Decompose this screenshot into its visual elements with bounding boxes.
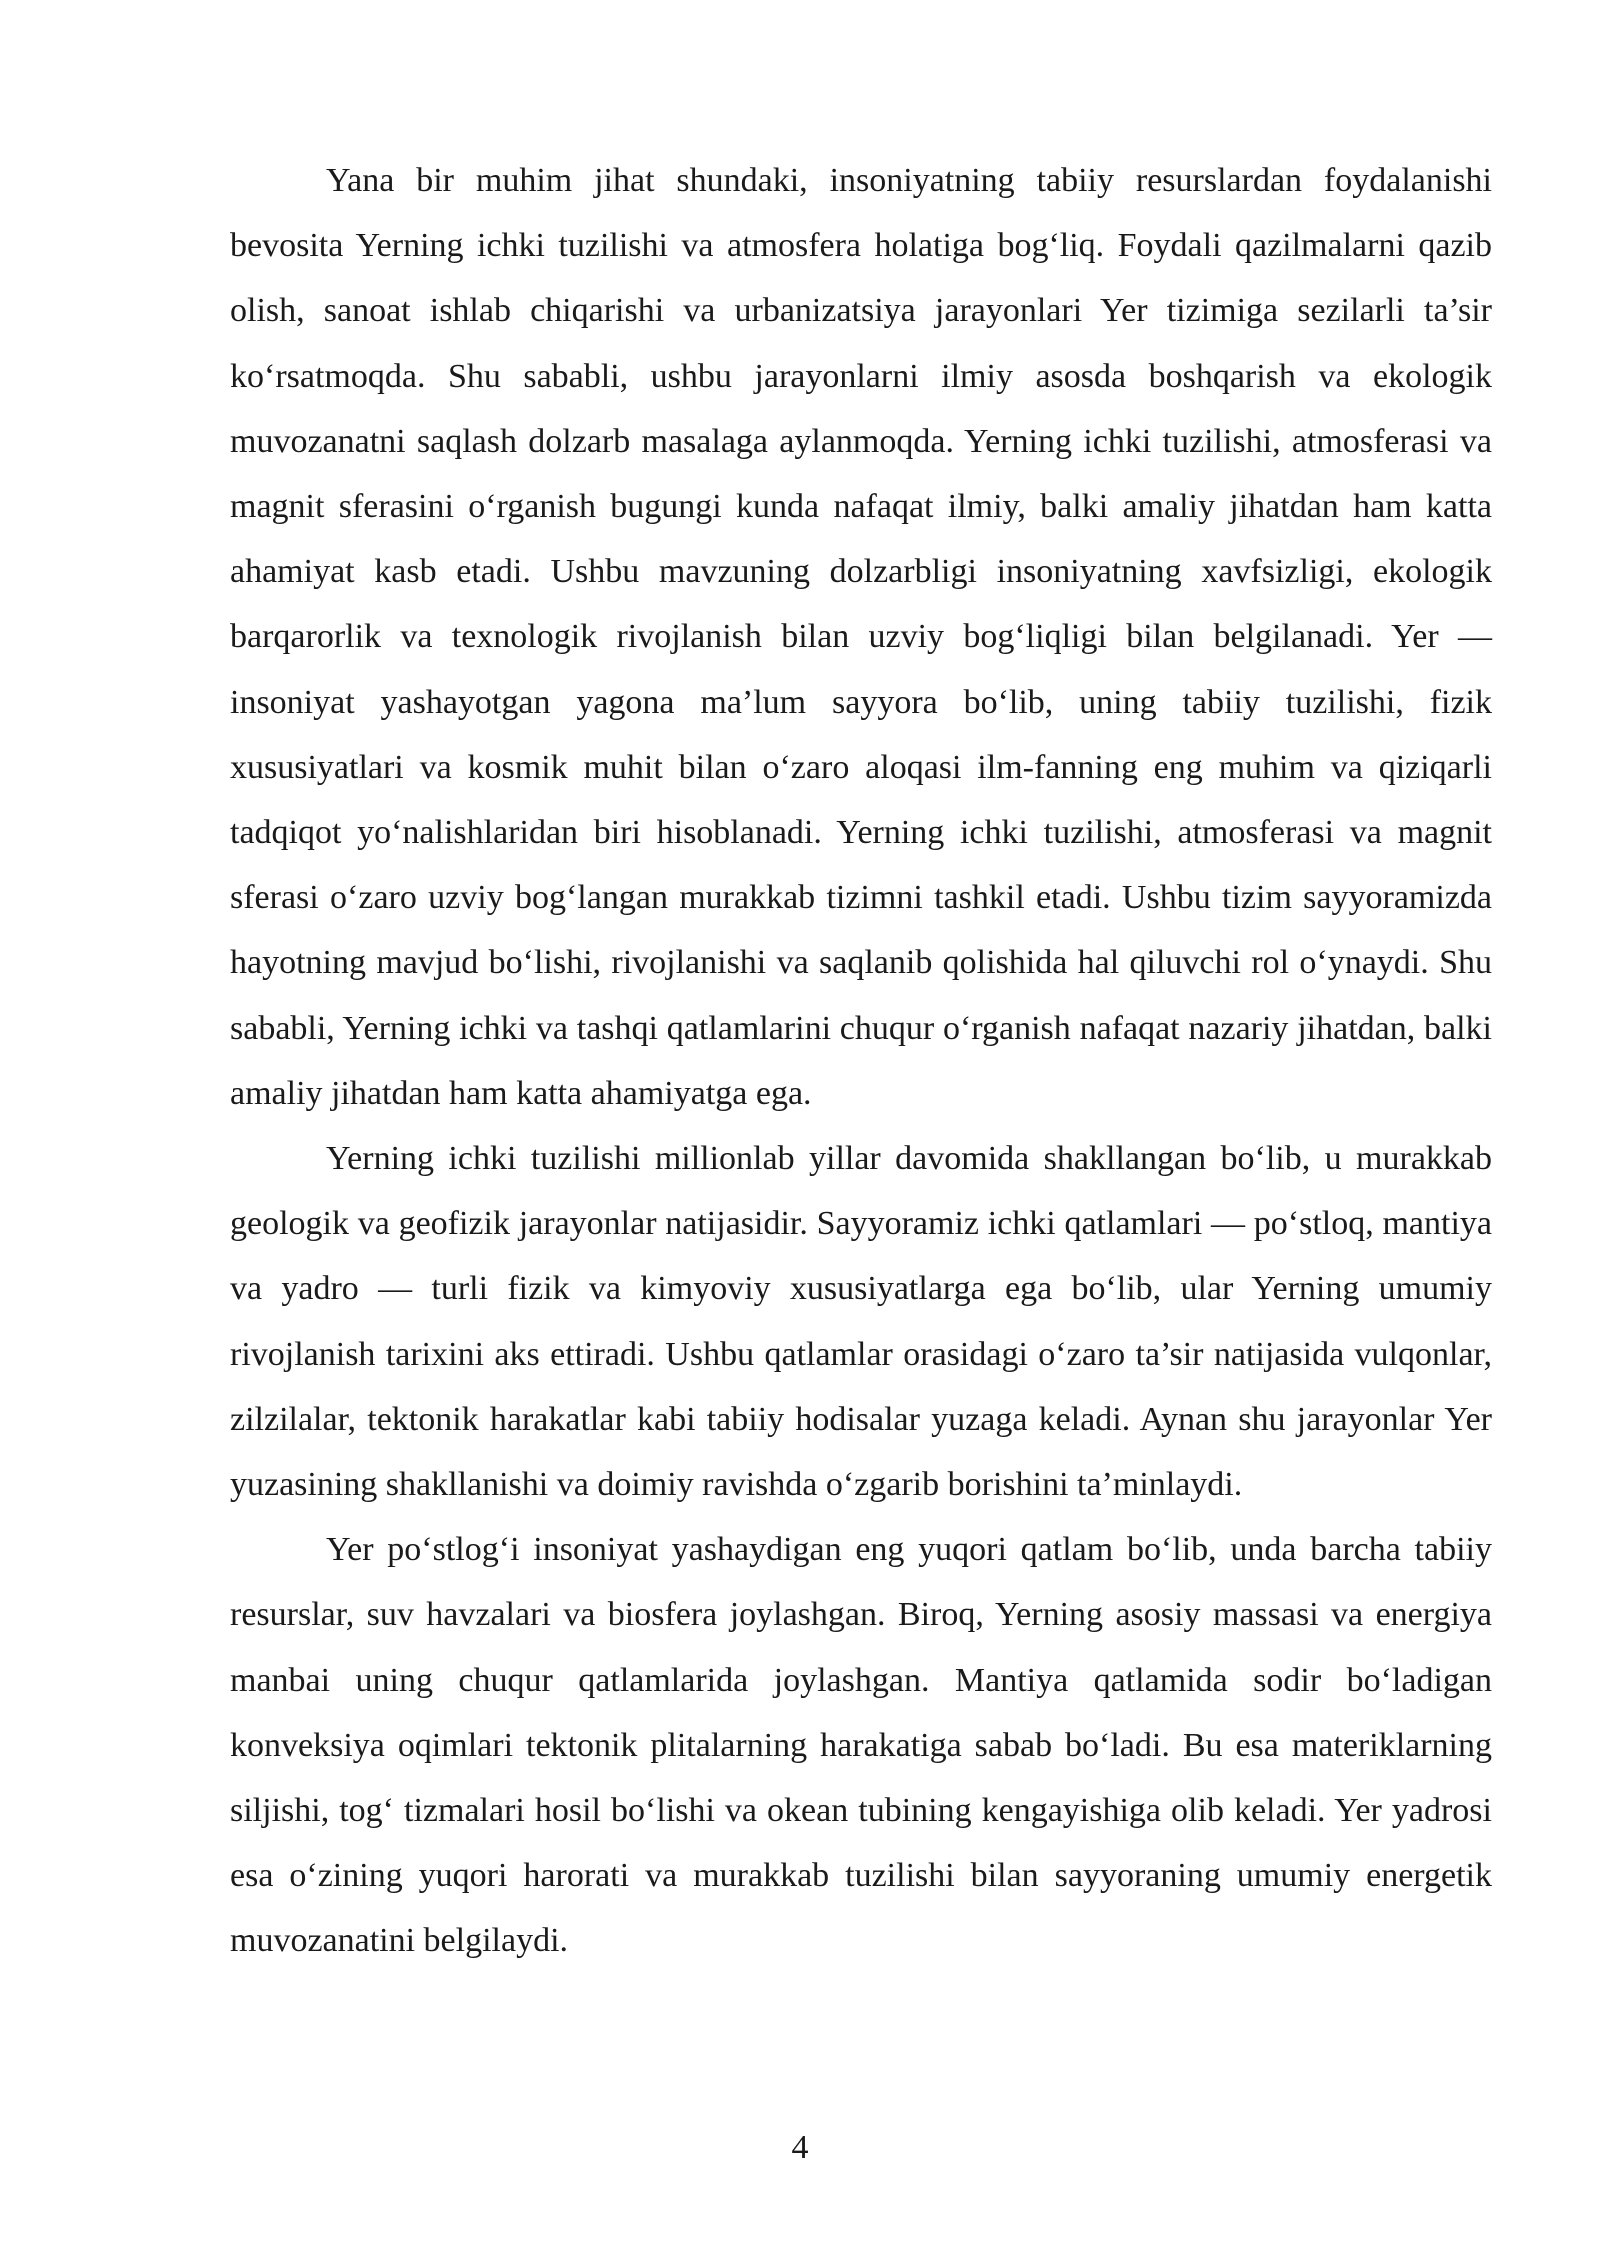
page-number: 4 (791, 2129, 809, 2166)
document-body (230, 148, 1492, 1974)
paragraph-3: Yer po‘stlog‘i insoniyat yashaydigan eng yuqori qatlam bo‘lib, unda barcha tabiiy resurslar, suv havzalari va biosfera joylashgan. Biroq, Yerning asosiy massasi va energiya manbai uning chuqur qatlamlarida joylashgan. Mantiya qatlamida sodir bo‘ladigan konveksiya oqimlari tektonik plitalarning harakatiga sabab bo‘ladi. Bu esa materiklarning siljishi, tog‘ tizmalari hosil bo‘lishi va okean tubining kengayishiga olib keladi. Yer yadrosi esa o‘zining yuqori harorati va murakkab tuzilishi bilan sayyoraning umumiy energetik muvozanatini belgilaydi. (230, 1531, 1492, 1960)
paragraph-2: Yerning ichki tuzilishi millionlab yillar davomida shakllangan bo‘lib, u murakkab geologik va geofizik jarayonlar natijasidir. Sayyoramiz ichki qatlamlari — po‘stloq, mantiya va yadro — turli fizik va kimyoviy xususiyatlarga ega bo‘lib, ular Yerning umumiy rivojlanish tarixini aks ettiradi. Ushbu qatlamlar orasidagi o‘zaro ta’sir natijasida vulqonlar, zilzilalar, tektonik harakatlar kabi tabiiy hodisalar yuzaga keladi. Aynan shu jarayonlar Yer yuzasining shakllanishi va doimiy ravishda o‘zgarib borishini ta’minlaydi. (230, 1140, 1492, 1504)
paragraph-1: Yana bir muhim jihat shundaki, insoniyatning tabiiy resurslardan foydalanishi bevosita Yerning ichki tuzilishi va atmosfera holatiga bog‘liq. Foydali qazilmalarni qazib olish, sanoat ishlab chiqarishi va urbanizatsiya jarayonlari Yer tizimiga sezilarli ta’sir ko‘rsatmoqda. Shu sababli, ushbu jarayonlarni ilmiy asosda boshqarish va ekologik muvozanatni saqlash dolzarb masalaga aylanmoqda. Yerning ichki tuzilishi, atmosferasi va magnit sferasini o‘rganish bugungi kunda nafaqat ilmiy, balki amaliy jihatdan ham katta ahamiyat kasb etadi. Ushbu mavzuning dolzarbligi insoniyatning xavfsizligi, ekologik barqarorlik va texnologik rivojlanish bilan uzviy bog‘liqligi bilan belgilanadi. Yer — insoniyat yashayotgan yagona ma’lum sayyora bo‘lib, uning tabiiy tuzilishi, fizik xususiyatlari va kosmik muhit bilan o‘zaro aloqasi ilm-fanning eng muhim va qiziqarli tadqiqot yo‘nalishlaridan biri hisoblanadi. Yerning ichki tuzilishi, atmosferasi va magnit sferasi o‘zaro uzviy bog‘langan murakkab tizimni tashkil etadi. Ushbu tizim sayyoramizda hayotning mavjud bo‘lishi, rivojlanishi va saqlanib qolishida hal qiluvchi rol o‘ynaydi. Shu sababli, Yerning ichki va tashqi qatlamlarini chuqur o‘rganish nafaqat nazariy jihatdan, balki amaliy jihatdan ham katta ahamiyatga ega. (230, 162, 1492, 1112)
